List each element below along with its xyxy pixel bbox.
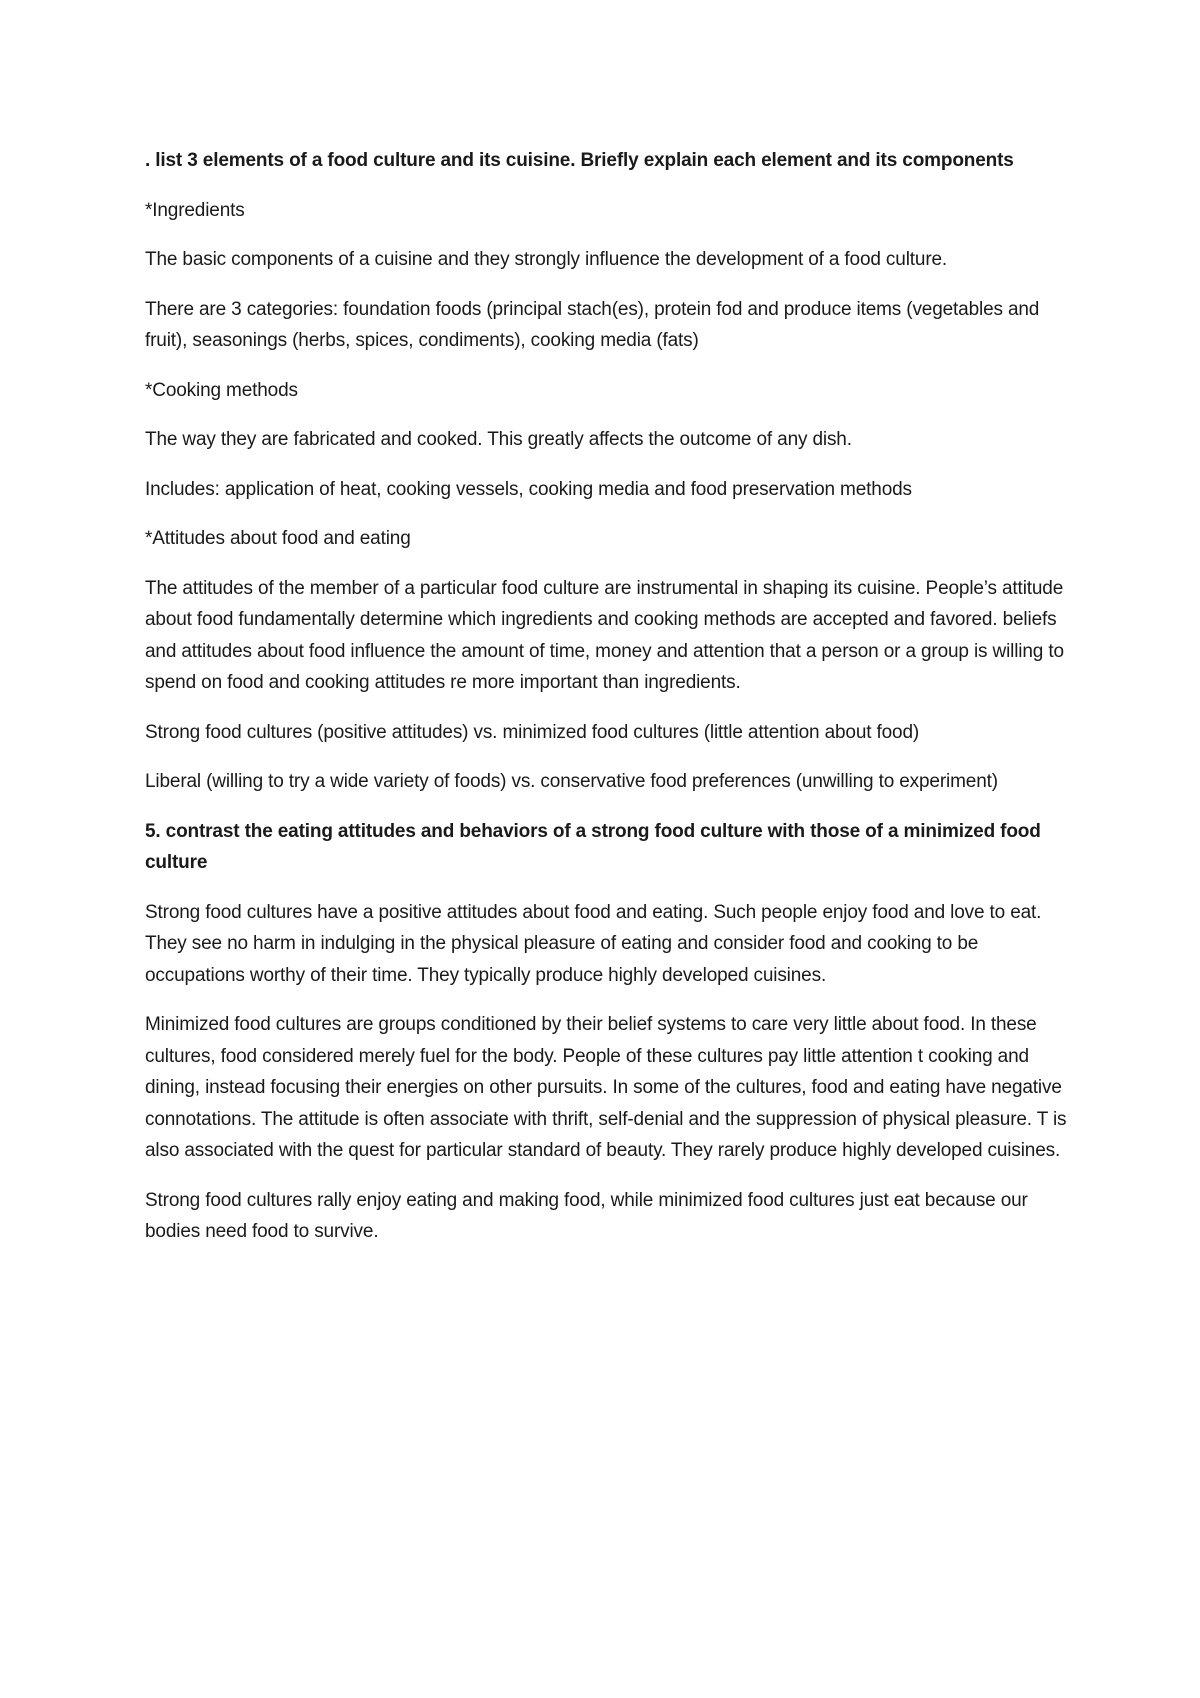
paragraph-strong-food-cultures: Strong food cultures have a positive attitudes about food and eating. Such people enjoy food and love to eat. They see no harm in indulging in the physical pleasure of eating and consider food and cooking to be occupations worthy of their time. They typically produce highly developed cuisines. xyxy=(145,901,1042,986)
subheading-cooking-methods: *Cooking methods xyxy=(145,379,298,401)
question-heading-elements: . list 3 elements of a food culture and its cuisine. Briefly explain each element and its components xyxy=(145,150,1014,171)
paragraph-minimized-food-cultures: Minimized food cultures are groups conditioned by their belief systems to care very little about food. In these cultures, food considered merely fuel for the body. People of these cultures pay little attention t cooking and dining, instead focusing their energies on other pursuits. In some of the cultures, food and eating have negative connotations. The attitude is often associate with thrift, self-denial and the suppression of physical pleasure. T is also associated with the quest for particular standard of beauty. They rarely produce highly developed cuisines. xyxy=(145,1014,1067,1161)
paragraph-ingredients-definition: The basic components of a cuisine and they strongly influence the development of a food culture. xyxy=(145,249,948,270)
paragraph-cooking-methods-includes: Includes: application of heat, cooking vessels, cooking media and food preservation methods xyxy=(145,478,912,500)
paragraph-conclusion: Strong food cultures rally enjoy eating and making food, while minimized food cultures just eat because our bodies need food to survive. xyxy=(145,1189,1028,1242)
paragraph-strong-vs-minimized: Strong food cultures (positive attitudes) vs. minimized food cultures (little attention about food) xyxy=(145,721,920,743)
paragraph-ingredients-categories: There are 3 categories: foundation foods (principal stach(es), protein fod and produce items (vegetables and fruit), seasonings (herbs, spices, condiments), cooking media (fats) xyxy=(145,298,1040,351)
subheading-ingredients: *Ingredients xyxy=(145,199,245,221)
paragraph-liberal-vs-conservative: Liberal (willing to try a wide variety of foods) vs. conservative food preferences (unwilling to experiment) xyxy=(145,771,998,792)
paragraph-cooking-methods-definition: The way they are fabricated and cooked. This greatly affects the outcome of any dish. xyxy=(145,429,852,450)
paragraph-attitudes-definition: The attitudes of the member of a particular food culture are instrumental in shaping its cuisine. People’s attitude about food fundamentally determine which ingredients and cooking methods are accepted and favored. beliefs and attitudes about food influence the amount of time, money and attention that a person or a group is willing to spend on food and cooking attitudes re more important than ingredients. xyxy=(145,577,1064,693)
subheading-attitudes: *Attitudes about food and eating xyxy=(145,528,411,549)
question-heading-contrast: 5. contrast the eating attitudes and behaviors of a strong food culture with those of a minimized food culture xyxy=(145,820,1041,873)
